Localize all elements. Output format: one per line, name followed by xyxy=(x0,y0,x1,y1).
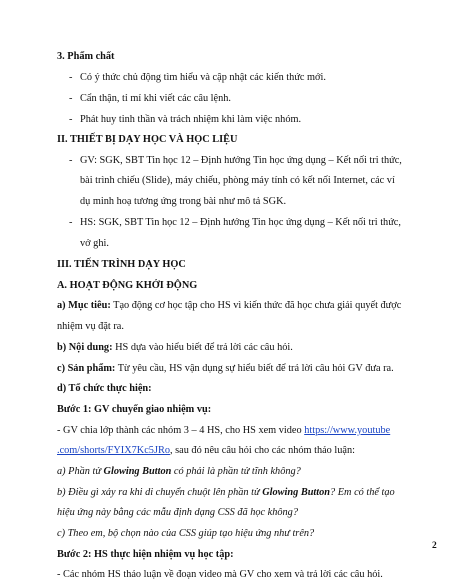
heading-thiet-bi: II. THIẾT BỊ DẠY HỌC VÀ HỌC LIỆU xyxy=(57,134,238,145)
muc-tieu-line-2: nhiệm vụ đặt ra. xyxy=(57,321,124,332)
muc-tieu-label: a) Mục tiêu: xyxy=(57,300,111,311)
heading-pham-chat: 3. Phẩm chất xyxy=(57,51,115,62)
san-pham-label: c) Sản phẩm: xyxy=(57,363,116,374)
muc-tieu-text: Tạo động cơ học tập cho HS vì kiến thức đã học chưa giải quyết được xyxy=(110,300,402,311)
hs-line-2: vở ghi. xyxy=(80,238,109,249)
buoc-2-heading: Bước 2: HS thực hiện nhiệm vụ học tập: xyxy=(57,549,234,560)
buoc-1-heading: Bước 1: GV chuyển giao nhiệm vụ: xyxy=(57,404,212,415)
buoc-1-text-2: , sau đó nêu câu hỏi cho các nhóm thảo luận: xyxy=(169,445,355,456)
heading-tien-trinh: III. TIẾN TRÌNH DẠY HỌC xyxy=(57,259,186,270)
hs-line-1: HS: SGK, SBT Tin học 12 – Định hướng Tin học ứng dụng – Kết nối tri thức, xyxy=(80,217,401,228)
page-number: 2 xyxy=(432,541,437,551)
list-bullet: - xyxy=(69,72,73,83)
gv-line-3: dụ minh hoạ tương ứng trong bài như mô tả SGK. xyxy=(80,196,287,207)
list-bullet: - xyxy=(69,217,73,228)
youtube-link[interactable]: https://www.youtube xyxy=(304,425,391,436)
buoc-2-line-1: - Các nhóm HS thảo luận về đoạn video mà GV cho xem và trả lời các câu hỏi. xyxy=(57,569,383,580)
gv-line-2: bài trình chiếu (Slide), máy chiếu, phòng máy tính có kết nối Internet, các ví xyxy=(80,175,395,186)
question-c: c) Theo em, bộ chọn nào của CSS giúp tạo hiệu ứng như trên? xyxy=(57,528,315,539)
san-pham-line xyxy=(57,362,394,375)
noi-dung-label: b) Nội dung: xyxy=(57,342,113,353)
list-item: Có ý thức chủ động tìm hiểu và cập nhật các kiến thức mới. xyxy=(80,72,326,83)
buoc-1-line-2 xyxy=(57,444,355,457)
question-b-line-2: hiệu ứng này bằng các mẫu định dạng CSS đã học không? xyxy=(57,507,298,518)
san-pham-text: Từ yêu cầu, HS vận dụng sự hiểu biết để trả lời câu hỏi GV đưa ra. xyxy=(115,363,394,374)
list-bullet: - xyxy=(69,155,73,166)
heading-khoi-dong: A. HOẠT ĐỘNG KHỞI ĐỘNG xyxy=(57,280,198,291)
question-a: a) Phần tử Glowing Button có phải là phần tử tĩnh không? xyxy=(57,466,301,477)
list-item: Cẩn thận, tỉ mỉ khi viết các câu lệnh. xyxy=(80,93,231,104)
muc-tieu-line-1 xyxy=(57,299,401,312)
gv-line-1: GV: SGK, SBT Tin học 12 – Định hướng Tin học ứng dụng – Kết nối tri thức, xyxy=(80,155,402,166)
question-b-line-1: b) Điều gì xảy ra khi di chuyển chuột lên phần tử Glowing Button? Em có thể tạo xyxy=(57,487,395,498)
buoc-1-text: - GV chia lớp thành các nhóm 3 – 4 HS, cho HS xem video xyxy=(57,425,305,436)
list-bullet: - xyxy=(69,93,73,104)
youtube-link-cont[interactable]: .com/shorts/FYIX7Kc5JRo xyxy=(57,445,170,456)
buoc-1-line-1 xyxy=(57,424,390,437)
noi-dung-text: HS dựa vào hiểu biết để trả lời các câu hỏi. xyxy=(112,342,293,353)
to-chuc-heading: d) Tổ chức thực hiện: xyxy=(57,383,152,394)
noi-dung-line xyxy=(57,341,293,354)
list-bullet: - xyxy=(69,114,73,125)
list-item: Phát huy tinh thần và trách nhiệm khi làm việc nhóm. xyxy=(80,114,302,125)
